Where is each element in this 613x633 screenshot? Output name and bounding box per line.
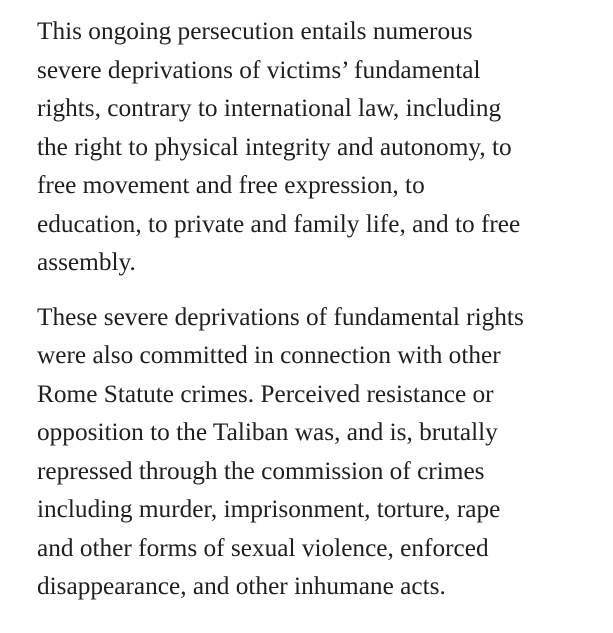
text-line: free movement and free expression, to [37,171,425,199]
text-line: assembly. [37,248,136,276]
text-line: Rome Statute crimes. Perceived resistance or [37,379,494,408]
text-line: opposition to the Taliban was, and is, brutally [37,418,498,446]
text-line: rights, contrary to international law, including [37,94,502,122]
text-line: and other forms of sexual violence, enforced [37,533,489,562]
text-line: the right to physical integrity and autonomy, to [37,132,512,161]
text-line: This ongoing persecution entails numerous [37,17,473,45]
article-body [37,12,603,606]
text-line: were also committed in connection with other [37,341,501,369]
text-line: These severe deprivations of fundamental rights [37,302,524,331]
text-line: severe deprivations of victims’ fundamental [37,55,481,84]
paragraph-persecution [37,12,603,282]
paragraph-deprivations [37,298,603,606]
text-line: repressed through the commission of crimes [37,456,485,485]
text-line: including murder, imprisonment, torture, rape [37,495,501,523]
text-line: education, to private and family life, and to free [37,209,521,238]
text-line: disappearance, and other inhumane acts. [37,572,446,600]
